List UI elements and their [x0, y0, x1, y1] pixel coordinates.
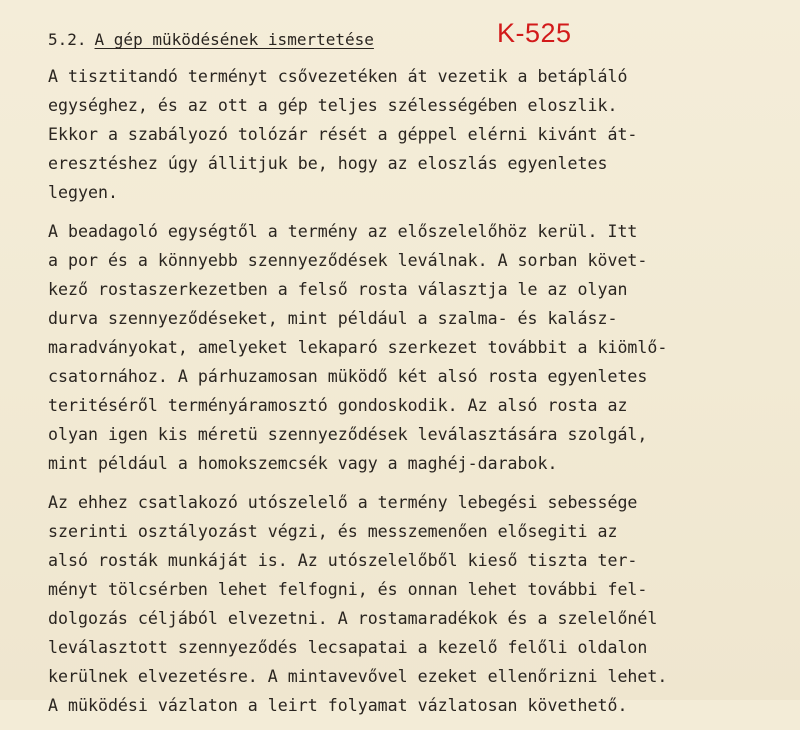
paragraph-1 [48, 62, 788, 207]
text-line: kező rostaszerkezetben a felső rosta választja le az olyan [48, 280, 628, 299]
text-line: eresztéshez úgy állitjuk be, hogy az eloszlás egyenletes [48, 154, 608, 173]
text-line: alsó rosták munkáját is. Az utószelelőből kieső tiszta ter- [48, 551, 638, 570]
text-line: teritéséről terményáramosztó gondoskodik. Az alsó rosta az [48, 396, 628, 415]
text-line: Az ehhez csatlakozó utószelelő a termény lebegési sebessége [48, 493, 638, 512]
text-line: leválasztott szennyeződés lecsapatai a kezelő felőli oldalon [48, 638, 648, 657]
text-line: szerinti osztályozást végzi, és messzemenően elősegiti az [48, 522, 618, 541]
section-header [48, 30, 374, 49]
text-line: olyan igen kis méretü szennyeződések leválasztására szolgál, [48, 425, 648, 444]
paragraph-3 [48, 488, 788, 720]
text-line: mint például a homokszemcsék vagy a maghéj-darabok. [48, 454, 558, 473]
text-line: ményt tölcsérben lehet felfogni, és onnan lehet további fel- [48, 580, 648, 599]
text-line: A müködési vázlaton a leirt folyamat vázlatosan követhető. [48, 696, 628, 715]
text-line: durva szennyeződéseket, mint például a szalma- és kalász- [48, 309, 618, 328]
text-line: egységhez, és az ott a gép teljes szélességében eloszlik. [48, 96, 618, 115]
text-line: A tisztitandó terményt csővezetéken át vezetik a betápláló [48, 67, 628, 86]
text-line: dolgozás céljából elvezetni. A rostamaradékok és a szelelőnél [48, 609, 658, 628]
text-line: A beadagoló egységtől a termény az előszelelőhöz kerül. Itt [48, 222, 638, 241]
text-line: csatornához. A párhuzamosan müködő két alsó rosta egyenletes [48, 367, 648, 386]
paragraph-2 [48, 217, 788, 478]
section-number: 5.2. [48, 30, 87, 49]
document-code-label: K-525 [497, 18, 572, 48]
text-line: kerülnek elvezetésre. A mintavevővel ezeket ellenőrizni lehet. [48, 667, 668, 686]
text-line: a por és a könnyebb szennyeződések leválnak. A sorban követ- [48, 251, 648, 270]
body-text [48, 62, 788, 730]
text-line: legyen. [48, 183, 118, 202]
section-title: A gép müködésének ismertetése [94, 30, 374, 49]
text-line: maradványokat, amelyeket lekaparó szerkezet továbbit a kiömlő- [48, 338, 668, 357]
text-line: Ekkor a szabályozó tolózár rését a géppel elérni kivánt át- [48, 125, 638, 144]
